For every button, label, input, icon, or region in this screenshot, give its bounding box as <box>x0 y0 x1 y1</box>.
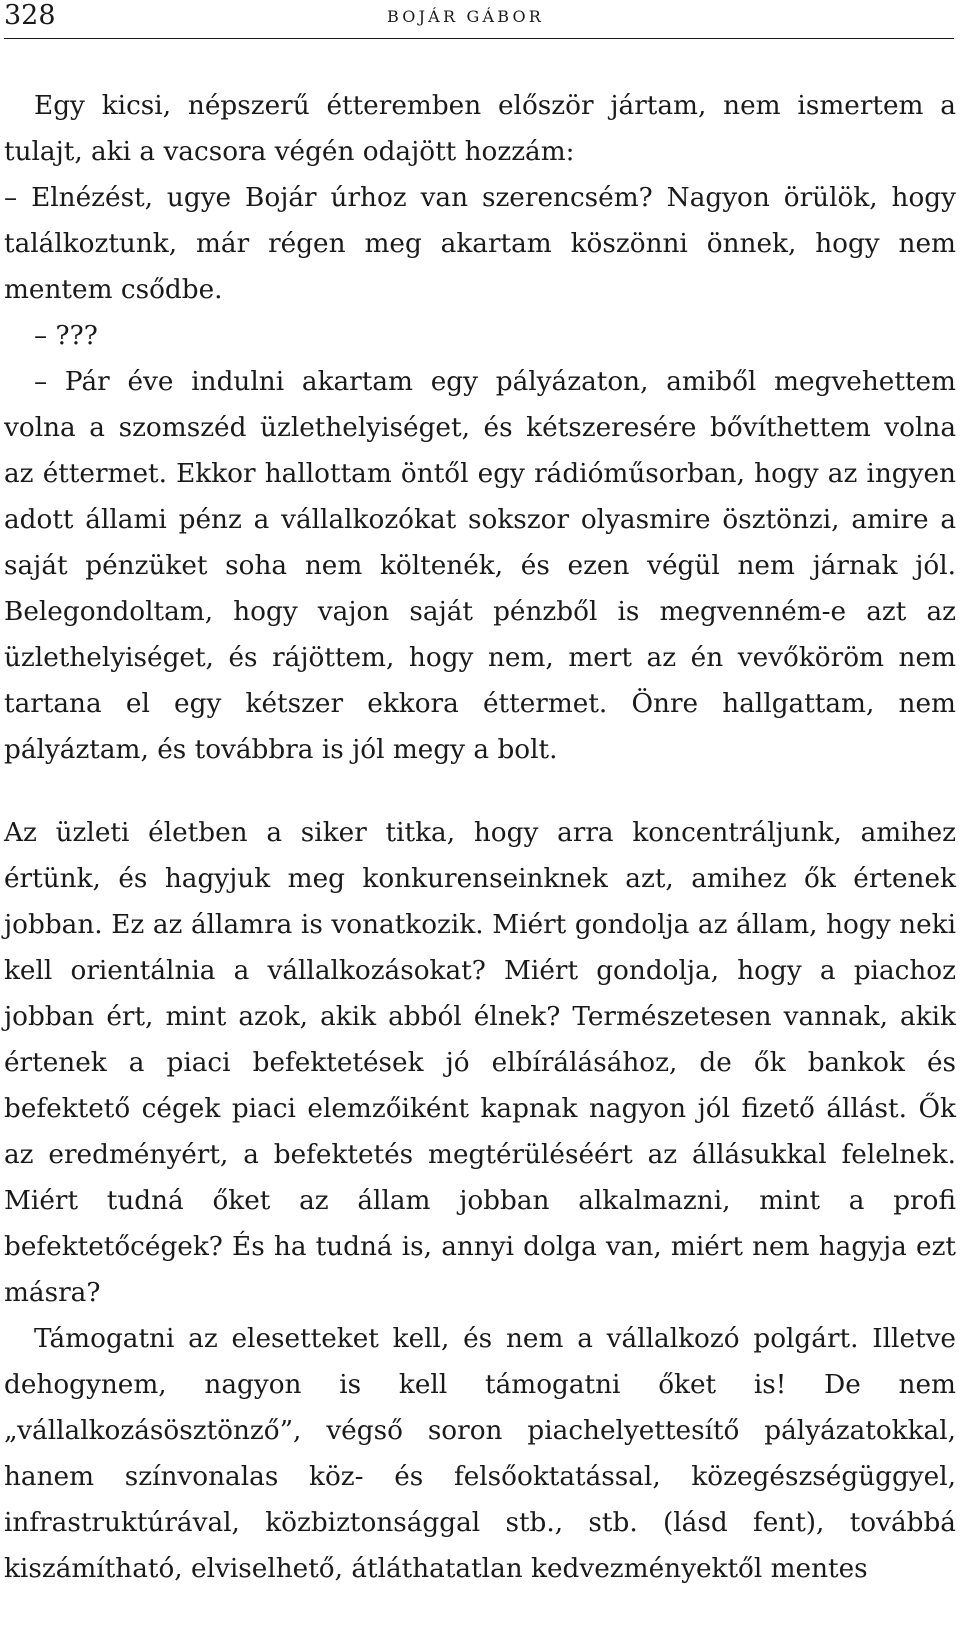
page-number: 328 <box>4 0 56 31</box>
running-head-author: BOJÁR GÁBOR <box>387 7 545 26</box>
dialogue-line-owner-story: – Pár éve indulni akartam egy pályázaton, amiből megvehettem volna a szomszéd üzlethelyiséget, és kétszeresére bővíthettem volna az éttermet. Ekkor hallottam öntől egy rádióműsorban, hogy az ingyen adott állami pénz a vállalkozókat sokszor olyasmire ösztönzi, amire a saját pénzüket soha nem költenék, és ezen végül nem járnak jól. Belegondoltam, hogy vajon saját pénzből is megvenném-e azt az üzlethelyiséget, és rájöttem, hogy nem, mert az én vevőköröm nem tartana el egy kétszer ekkora éttermet. Önre hallgattam, nem pályáztam, és továbbra is jól megy a bolt. <box>4 367 956 765</box>
dialogue-line-owner-greeting: – Elnézést, ugye Bojár úrhoz van szerencsém? Nagyon örülök, hogy találkoztunk, már régen meg akartam köszönni önnek, hogy nem mentem csődbe. <box>4 183 956 305</box>
body-text <box>4 83 956 1592</box>
page-header <box>4 0 954 39</box>
paragraph-business-success: Az üzleti életben a siker titka, hogy arra koncentráljunk, amihez értünk, és hagyjuk meg konkurenseinknek azt, amihez ők értenek jobban. Ez az államra is vonatkozik. Miért gondolja az állam, hogy neki kell orientálnia a vállalkozásokat? Miért gondolja, hogy a piachoz jobban ért, mint azok, akik abból élnek? Természetesen vannak, akik értenek a piaci befektetések jó elbírálásához, de ők bankok és befektető cégek piaci elemzőiként kapnak nagyon jól fizető állást. Ők az eredményért, a befektetés megtérüléséért az állásukkal felelnek. Miért tudná őket az állam jobban alkalmazni, mint a profi befektetőcégek? És ha tudná is, annyi dolga van, miért nem hagyja ezt másra? <box>4 818 956 1308</box>
paragraph-restaurant-intro: Egy kicsi, népszerű étteremben először jártam, nem ismertem a tulajt, aki a vacsora végén odajött hozzám: <box>4 91 956 167</box>
dialogue-line-question: – ??? <box>34 321 98 351</box>
paragraph-support: Támogatni az elesetteket kell, és nem a vállalkozó polgárt. Illetve dehogynem, nagyon is kell támogatni őket is! De nem „vállalkozásösztönző”, végső soron piachelyettesítő pályázatokkal, hanem színvonalas köz- és felsőoktatással, közegészségüggyel, infrastruktúrával, közbiztonsággal stb., stb. (lásd fent), továbbá kiszámítható, elviselhető, átláthatatlan kedvezményektől mentes <box>4 1324 956 1584</box>
